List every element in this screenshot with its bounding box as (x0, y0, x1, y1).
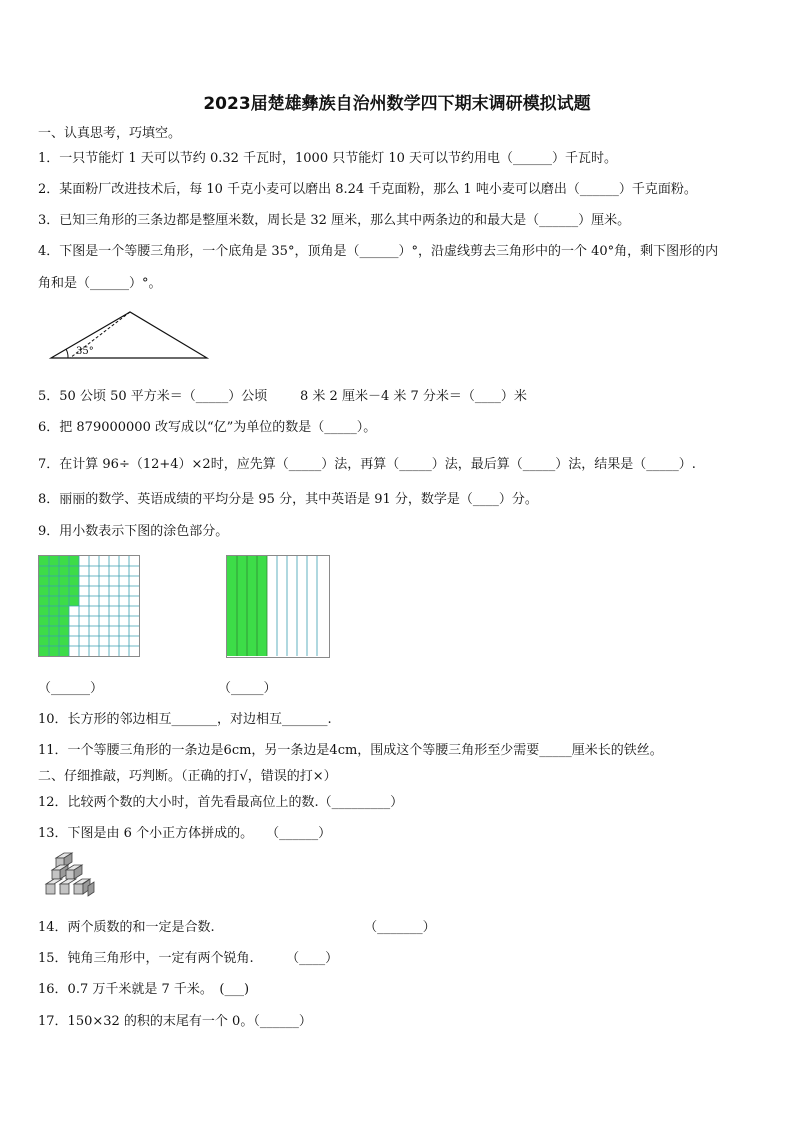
grid-1-answer-blank: （______） (38, 681, 104, 696)
shaded-cell (59, 596, 69, 606)
question-5-part-1: 5．50 公顷 50 平方米＝（_____）公顷 (38, 389, 268, 404)
question-9: 9．用小数表示下图的涂色部分。 (38, 524, 229, 539)
shaded-cell (59, 566, 69, 576)
shaded-cell (39, 616, 49, 626)
shaded-cell (49, 636, 59, 646)
shaded-cell (59, 576, 69, 586)
shaded-strip (257, 556, 267, 656)
question-6: 6．把 879000000 改写成以“亿”为单位的数是（_____）。 (38, 420, 377, 435)
shaded-strip (227, 556, 237, 656)
shaded-cell (49, 596, 59, 606)
question-16: 16．0.7 万千米就是 7 千米。 (___) (38, 982, 250, 997)
shaded-cell (59, 606, 69, 616)
question-17: 17．150×32 的积的末尾有一个 0。（______） (38, 1014, 312, 1029)
shaded-cell (39, 626, 49, 636)
shaded-cell (69, 576, 79, 586)
question-7: 7．在计算 96÷（12+4）×2时，应先算（_____）法，再算（_____）法，最后算（_____）法，结果是（_____）. (38, 457, 696, 472)
shaded-cell (39, 576, 49, 586)
shaded-strip (237, 556, 247, 656)
shaded-cell (49, 616, 59, 626)
shaded-grid-tenths (226, 555, 330, 658)
shaded-cell (39, 566, 49, 576)
question-11: 11．一个等腰三角形的一条边是6cm，另一条边是4cm，围成这个等腰三角形至少需要_____厘米长的铁丝。 (38, 743, 663, 758)
shaded-cell (59, 636, 69, 646)
shaded-cell (59, 586, 69, 596)
grid-2-answer-blank: （_____） (218, 681, 277, 696)
shaded-cell (59, 556, 69, 566)
question-12: 12．比较两个数的大小时，首先看最高位上的数.（_________） (38, 795, 404, 810)
shaded-strip (247, 556, 257, 656)
shaded-cell (39, 636, 49, 646)
angle-label: 35° (76, 346, 94, 357)
section-heading-true-false: 二、仔细推敲，巧判断。（正确的打√，错误的打×） (38, 769, 337, 784)
question-13: 13．下图是由 6 个小正方体拼成的。 （______） (38, 826, 332, 841)
question-4-line-2: 角和是（______）°。 (38, 276, 162, 291)
shaded-cell (69, 556, 79, 566)
shaded-cell (49, 576, 59, 586)
triangle-outline (51, 312, 207, 358)
shaded-cell (69, 566, 79, 576)
shaded-grid-hundredths (38, 555, 140, 657)
shaded-cell (59, 646, 69, 656)
shaded-cell (69, 586, 79, 596)
question-8: 8．丽丽的数学、英语成绩的平均分是 95 分，其中英语是 91 分，数学是（____）分。 (38, 492, 538, 507)
shaded-cell (39, 596, 49, 606)
question-4-line-1: 4．下图是一个等腰三角形，一个底角是 35°，顶角是（______）°，沿虚线剪去三角形中的一个 40°角，剩下图形的内 (38, 244, 719, 259)
question-1: 1．一只节能灯 1 天可以节约 0.32 千瓦时，1000 只节能灯 10 天可以节约用电（______）千瓦时。 (38, 151, 618, 166)
shaded-cell (49, 646, 59, 656)
shaded-cell (49, 626, 59, 636)
shaded-cell (49, 586, 59, 596)
shaded-cell (59, 626, 69, 636)
isosceles-triangle-figure (48, 308, 212, 362)
question-15: 15．钝角三角形中，一定有两个锐角. （____） (38, 951, 339, 966)
question-14: 14．两个质数的和一定是合数. （_______） (38, 920, 436, 935)
shaded-cell (49, 606, 59, 616)
question-5-part-2: 8 米 2 厘米－4 米 7 分米＝（____）米 (300, 389, 527, 404)
shaded-cell (39, 556, 49, 566)
shaded-cell (39, 646, 49, 656)
shaded-cell (39, 586, 49, 596)
page-title: 2023届楚雄彝族自治州数学四下期末调研模拟试题 (203, 94, 591, 114)
shaded-cell (49, 566, 59, 576)
question-10: 10．长方形的邻边相互_______，对边相互_______. (38, 712, 332, 727)
section-heading-fill-blank: 一、认真思考，巧填空。 (38, 126, 182, 141)
question-2: 2．某面粉厂改进技术后，每 10 千克小麦可以磨出 8.24 千克面粉，那么 1 吨小麦可以磨出（______）千克面粉。 (38, 182, 697, 197)
shaded-cell (49, 556, 59, 566)
shaded-cell (59, 616, 69, 626)
angle-arc (66, 349, 68, 358)
cube-stack-figure (44, 850, 98, 904)
question-3: 3．已知三角形的三条边都是整厘米数，周长是 32 厘米，那么其中两条边的和最大是（______）厘米。 (38, 213, 631, 228)
shaded-cell (69, 596, 79, 606)
shaded-cell (39, 606, 49, 616)
